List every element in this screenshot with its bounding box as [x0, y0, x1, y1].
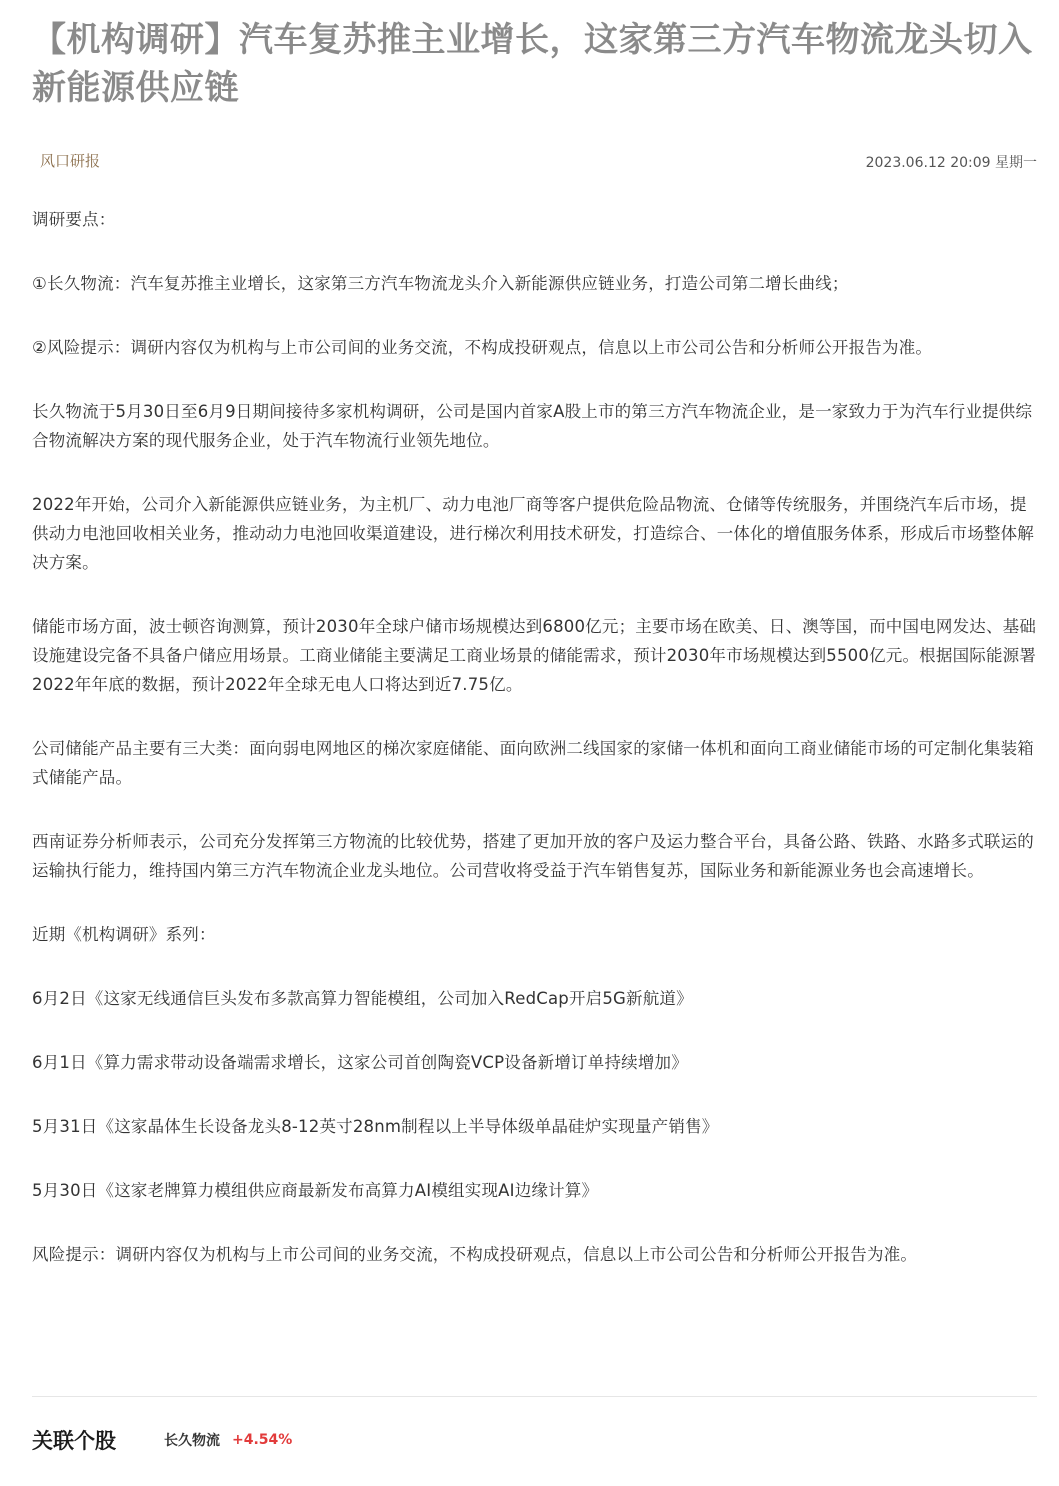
paragraph: ①长久物流：汽车复苏推主业增长，这家第三方汽车物流龙头介入新能源供应链业务，打造公司第二增长曲线； [32, 274, 849, 293]
paragraph: 调研要点： [32, 210, 116, 229]
stock-change[interactable]: +4.54% [232, 1432, 293, 1448]
paragraph: 西南证券分析师表示，公司充分发挥第三方物流的比较优势，搭建了更加开放的客户及运力整合平台，具备公路、铁路、水路多式联运的运输执行能力，维持国内第三方汽车物流企业龙头地位。公司营收将受益于汽车销售复苏，国际业务和新能源业务也会高速增长。 [32, 832, 1034, 880]
related-article-link[interactable]: 6月2日《这家无线通信巨头发布多款高算力智能模组，公司加入RedCap开启5G新航道》 [32, 989, 693, 1008]
paragraph: 风险提示：调研内容仅为机构与上市公司间的业务交流，不构成投研观点，信息以上市公司公告和分析师公开报告为准。 [32, 1245, 918, 1264]
related-article-link[interactable]: 6月1日《算力需求带动设备端需求增长，这家公司首创陶瓷VCP设备新增订单持续增加》 [32, 1053, 688, 1072]
paragraph: 储能市场方面，波士顿咨询测算，预计2030年全球户储市场规模达到6800亿元；主要市场在欧美、日、澳等国，而中国电网发达、基础设施建设完备不具备户储应用场景。工商业储能主要满足工商业场景的储能需求，预计2030年市场规模达到5500亿元。根据国际能源署2022年年底的数据，预计2022年全球无电人口将达到近7.75亿。 [32, 617, 1037, 694]
article-datetime: 2023.06.12 20:09 星期一 [865, 155, 1037, 171]
related-article-link[interactable]: 5月30日《这家老牌算力模组供应商最新发布高算力AI模组实现AI边缘计算》 [32, 1181, 599, 1200]
related-stocks-title: 关联个股 [32, 1429, 116, 1453]
article-body [32, 205, 1037, 1304]
article-meta [32, 150, 1037, 174]
related-stocks [32, 1424, 292, 1456]
related-article-link[interactable]: 5月31日《这家晶体生长设备龙头8-12英寸28nm制程以上半导体级单晶硅炉实现量产销售》 [32, 1117, 719, 1136]
article-source[interactable]: 风口研报 [40, 152, 101, 170]
paragraph: 公司储能产品主要有三大类：面向弱电网地区的梯次家庭储能、面向欧洲二线国家的家储一体机和面向工商业储能市场的可定制化集装箱式储能产品。 [32, 739, 1034, 787]
paragraph: 长久物流于5月30日至6月9日期间接待多家机构调研，公司是国内首家A股上市的第三方汽车物流企业，是一家致力于为汽车行业提供综合物流解决方案的现代服务企业，处于汽车物流行业领先地位。 [32, 402, 1033, 450]
article-title: 【机构调研】汽车复苏推主业增长，这家第三方汽车物流龙头切入新能源供应链 [32, 20, 1033, 108]
section-divider [32, 1396, 1037, 1397]
paragraph: 2022年开始，公司介入新能源供应链业务，为主机厂、动力电池厂商等客户提供危险品物流、仓储等传统服务，并围绕汽车后市场，提供动力电池回收相关业务，推动动力电池回收渠道建设，进行梯次利用技术研发，打造综合、一体化的增值服务体系，形成后市场整体解决方案。 [32, 495, 1034, 572]
paragraph: ②风险提示：调研内容仅为机构与上市公司间的业务交流，不构成投研观点，信息以上市公司公告和分析师公开报告为准。 [32, 338, 933, 357]
stock-name[interactable]: 长久物流 [164, 1433, 220, 1449]
paragraph: 近期《机构调研》系列： [32, 925, 216, 944]
